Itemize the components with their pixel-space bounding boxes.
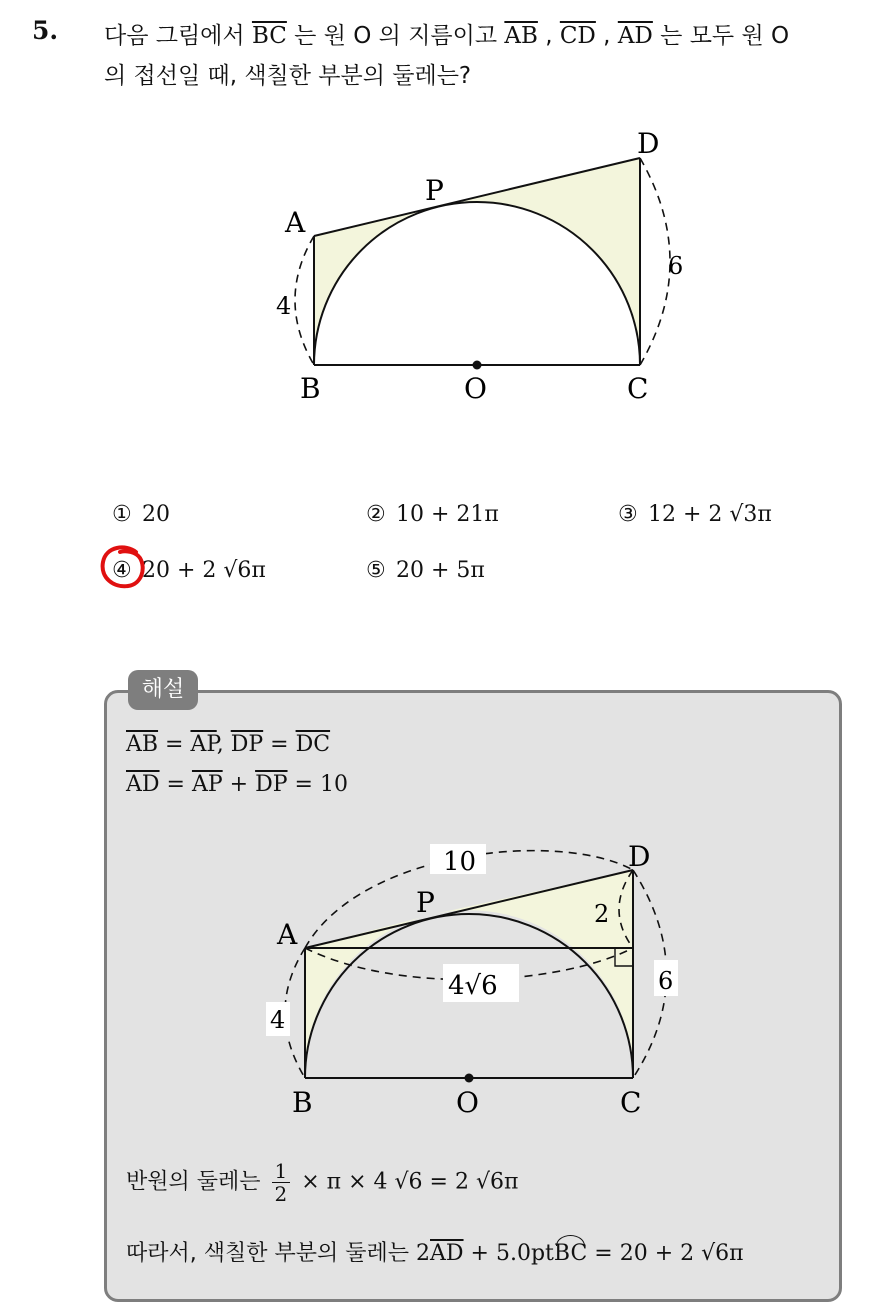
label-o: O	[464, 372, 487, 405]
question-text: 다음 그림에서 $\overline{BC}$ 는 원 O 의 지름이고 $\overline{AB}$ , $\overline{CD}$ , $\overline{AD}$ 는 모두 원 O 의 접선일 때, 색칠한 부분의 둘레는?	[104, 23, 790, 89]
label-o-2: O	[456, 1086, 479, 1119]
explanation-line-4: 따라서, 색칠한 부분의 둘레는 $2\overline{AD}$ + 5.0ptBC = 20 + 2 √6π	[126, 1241, 744, 1266]
label-b-2: B	[292, 1086, 313, 1119]
choice-5[interactable]: ⑤ 20 + 5π	[366, 558, 485, 583]
selected-answer-circle	[96, 542, 152, 594]
choice-3[interactable]: ③ 12 + 2 √3π	[618, 502, 772, 527]
segment-cd: $\overline{CD}$	[559, 23, 596, 49]
label-a-2: A	[277, 918, 298, 951]
label-c: C	[627, 372, 649, 405]
choice-1[interactable]: ① 20	[112, 502, 170, 527]
explanation-line-1: $\overline{AB} = \overline{AP}$, $\overline{DP} = \overline{DC}$	[126, 732, 331, 757]
question-number: 5.	[32, 16, 59, 45]
length-cd-2: 6	[658, 967, 674, 995]
choice-4[interactable]: ④ 20 + 2 √6π	[112, 558, 266, 583]
choice-2[interactable]: ② 10 + 21π	[366, 502, 499, 527]
label-p: P	[425, 174, 444, 207]
explanation-line-2: $\overline{AD} = \overline{AP} + \overline{DP} = 10$	[126, 772, 348, 797]
label-a: A	[285, 206, 306, 239]
segment-ad: $\overline{AD}$	[617, 23, 653, 49]
figure-tangent-semicircle	[0, 0, 884, 470]
length-ad: 10	[443, 847, 477, 877]
label-d-2: D	[628, 840, 651, 873]
segment-ab: $\overline{AB}$	[504, 23, 538, 49]
label-p-2: P	[416, 886, 435, 919]
length-dh: 2	[594, 900, 610, 928]
label-c-2: C	[620, 1086, 642, 1119]
segment-bc: $\overline{BC}$	[251, 23, 287, 49]
label-d: D	[637, 127, 660, 160]
length-ab: 4	[276, 292, 292, 320]
figure-solution	[0, 820, 884, 1120]
length-ah: 4√6	[448, 971, 498, 1001]
length-ab-2: 4	[270, 1006, 286, 1034]
label-b: B	[300, 372, 321, 405]
explanation-tag: 해설	[128, 670, 198, 710]
length-cd: 6	[668, 252, 684, 280]
explanation-line-3: 반원의 둘레는 $\frac{1}{2}$ × π × 4 √6 = 2 √6π	[126, 1159, 519, 1206]
